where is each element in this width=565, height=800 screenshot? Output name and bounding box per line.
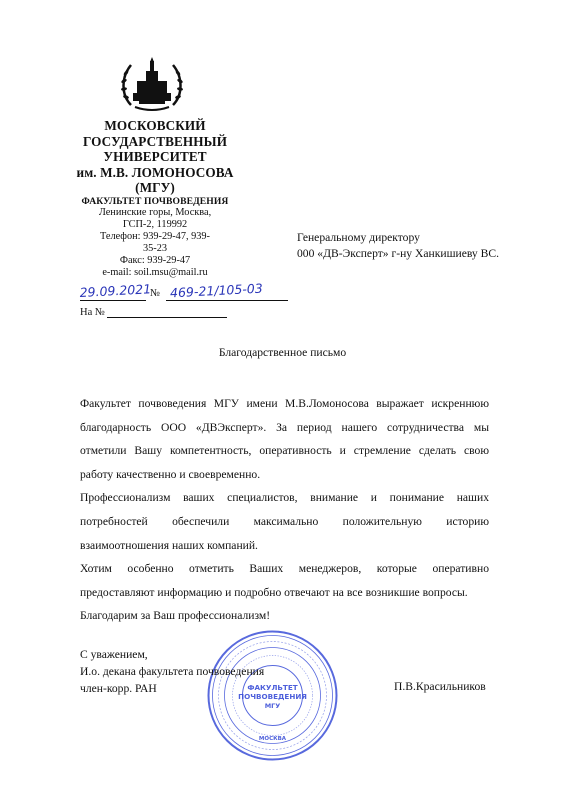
- faculty-address: [55, 207, 255, 280]
- body-paragraph: Благодарим за Ваш профессионализм!: [80, 609, 271, 623]
- university-name-line: (МГУ): [135, 180, 175, 195]
- address-line: Ленинские горы, Москва,: [98, 207, 212, 218]
- number-sign: №: [150, 288, 161, 299]
- address-line: ГСП-2, 119992: [122, 219, 188, 231]
- signer-rank: член-корр. РАН: [80, 682, 157, 695]
- signature-block: [80, 646, 264, 697]
- address-line: Факс: 939-29-47: [119, 255, 191, 267]
- closing-line: С уважением,: [80, 648, 148, 661]
- recipient-name: 000 «ДВ-Эксперт» г-ну Ханкишиеву ВС.: [297, 247, 499, 260]
- body-paragraph: Хотим особенно отметить Ваших менеджеров, которые оперативно предоставляют информацию и подробно отвечают на все возникшие вопросы.: [80, 562, 489, 599]
- university-name-line: ГОСУДАРСТВЕННЫЙ: [82, 133, 228, 149]
- reference-line: [80, 307, 227, 318]
- handwritten-date: 29.09.2021: [79, 281, 152, 300]
- university-name-line: МОСКОВСКИЙ: [104, 118, 206, 133]
- university-crest-icon: [117, 55, 187, 113]
- stamp-text-line: ПОЧВОВЕДЕНИЯ: [238, 692, 307, 701]
- stamp-text-line: МГУ: [264, 702, 281, 710]
- handwritten-reg-number: 469-21/105-03: [169, 280, 264, 301]
- letter-body: [80, 392, 489, 628]
- university-name-line: им. М.В. ЛОМОНОСОВА: [76, 164, 234, 180]
- signer-position: И.о. декана факультета почвоведения: [80, 665, 265, 678]
- university-name: [55, 118, 255, 196]
- recipient-block: [297, 230, 499, 262]
- body-paragraph: Профессионализм ваших специалистов, внимание и понимание наших потребностей обеспечили максимально положительную историю взаимоотношения наших компаний.: [80, 491, 489, 552]
- address-line: 35-23: [142, 243, 168, 255]
- address-line: Телефон: 939-29-47, 939-: [100, 231, 210, 243]
- reference-label: На №: [80, 307, 105, 318]
- stamp-text-line: ФАКУЛЬТЕТ: [247, 683, 298, 692]
- university-name-line: УНИВЕРСИТЕТ: [103, 149, 207, 164]
- signer-name: П.В.Красильников: [394, 680, 486, 693]
- faculty-name: ФАКУЛЬТЕТ ПОЧВОВЕДЕНИЯ: [81, 196, 229, 207]
- number-underline: [166, 300, 288, 301]
- reference-underline: [107, 307, 227, 318]
- body-paragraph: Факультет почвоведения МГУ имени М.В.Ломоносова выражает искреннюю благодарность ООО «ДВЭксперт». За период нашего сотрудничества мы отметили Вашу компетентность, оперативность и стремление сделать свою работу качественно и своевременно.: [80, 397, 489, 481]
- stamp-city: МОСКВА: [258, 736, 287, 742]
- recipient-title: Генеральному директору: [297, 231, 420, 244]
- email-line: e-mail: soil.msu@mail.ru: [102, 267, 208, 279]
- date-underline: [80, 300, 146, 301]
- letter-title: Благодарственное письмо: [218, 346, 347, 359]
